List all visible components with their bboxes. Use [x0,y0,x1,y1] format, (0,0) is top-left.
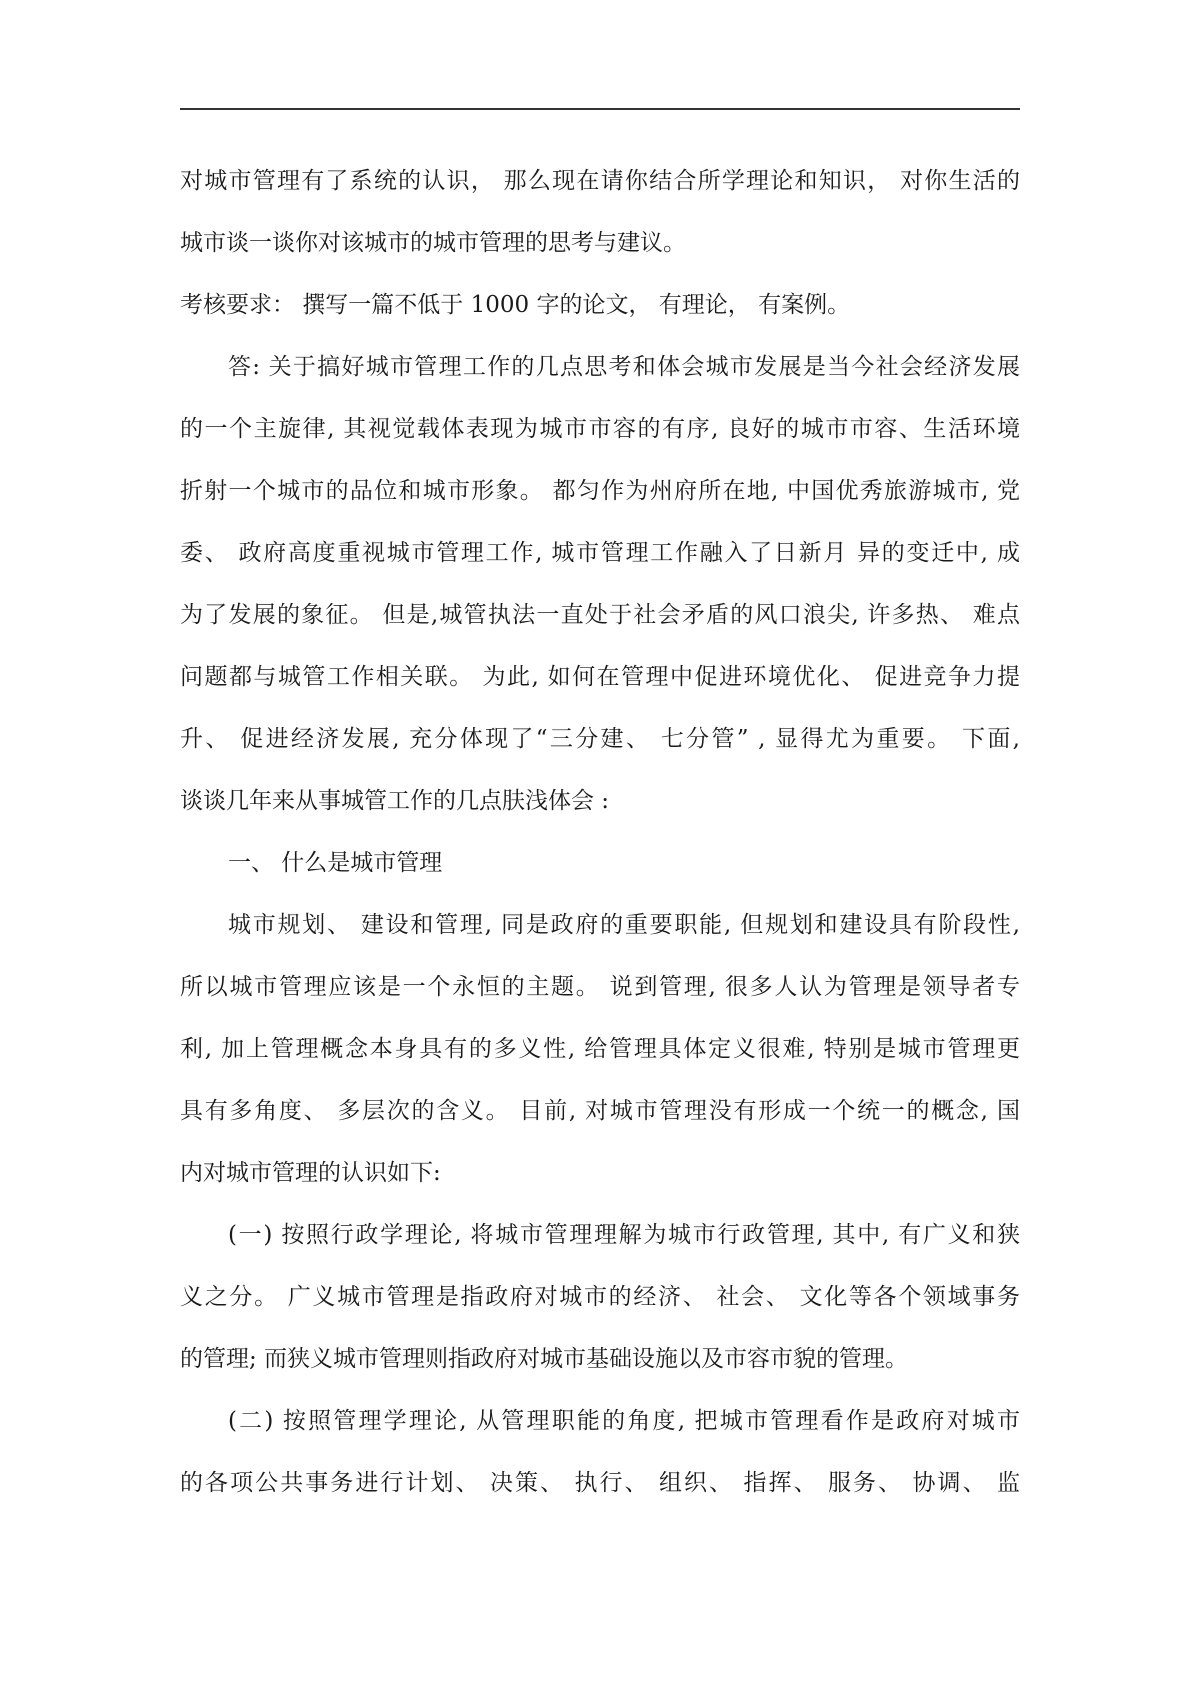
text-line: 义之分。 广义城市管理是指政府对城市的经济、 社会、 文化等各个领域事务 [180,1284,1020,1310]
text-line: 升、 促进经济发展, 充分体现了“三分建、 七分管” , 显得尤为重要。 下面, [180,726,1020,752]
assessment-requirement-line: 考核要求： 撰写一篇不低于 1000 字的论文， 有理论， 有案例。 [180,292,851,318]
document-body [180,150,1020,1514]
header-rule [180,108,1020,110]
text-line: 内对城市管理的认识如下: [180,1160,441,1186]
text-line: 折射一个城市的品位和城市形象。 都匀作为州府所在地, 中国优秀旅游城市, 党 [180,478,1020,504]
text-line: 对城市管理有了系统的认识， 那么现在请你结合所学理论和知识， 对你生活的 [180,168,1020,194]
text-line: 具有多角度、 多层次的含义。 目前, 对城市管理没有形成一个统一的概念, 国 [180,1098,1020,1124]
subsection-line: (二) 按照管理学理论, 从管理职能的角度, 把城市管理看作是政府对城市 [228,1408,1020,1434]
text-line: 的各项公共事务进行计划、 决策、 执行、 组织、 指挥、 服务、 协调、 监 [180,1470,1020,1496]
subsection-line: (一) 按照行政学理论, 将城市管理理解为城市行政管理, 其中, 有广义和狭 [228,1222,1020,1248]
text-line: 为了发展的象征。 但是,城管执法一直处于社会矛盾的风口浪尖, 许多热、 难点 [180,602,1020,628]
text-line: 城市规划、 建设和管理, 同是政府的重要职能, 但规划和建设具有阶段性, [228,912,1020,938]
text-line: 委、 政府高度重视城市管理工作, 城市管理工作融入了日新月 异的变迁中, 成 [180,540,1020,566]
text-line: 所以城市管理应该是一个永恒的主题。 说到管理, 很多人认为管理是领导者专 [180,974,1020,1000]
text-line: 利, 加上管理概念本身具有的多义性, 给管理具体定义很难, 特别是城市管理更 [180,1036,1020,1062]
text-line: 的管理; 而狭义城市管理则指政府对城市基础设施以及市容市貌的管理。 [180,1346,909,1372]
answer-intro-line: 答: 关于搞好城市管理工作的几点思考和体会城市发展是当今社会经济发展 [228,354,1020,380]
text-line: 的一个主旋律, 其视觉载体表现为城市市容的有序, 良好的城市市容、生活环境 [180,416,1020,442]
section-heading: 一、 什么是城市管理 [228,850,443,876]
text-line: 问题都与城管工作相关联。 为此, 如何在管理中促进环境优化、 促进竞争力提 [180,664,1020,690]
text-line: 谈谈几年来从事城管工作的几点肤浅体会 : [180,788,610,814]
text-line: 城市谈一谈你对该城市的城市管理的思考与建议。 [180,230,686,256]
